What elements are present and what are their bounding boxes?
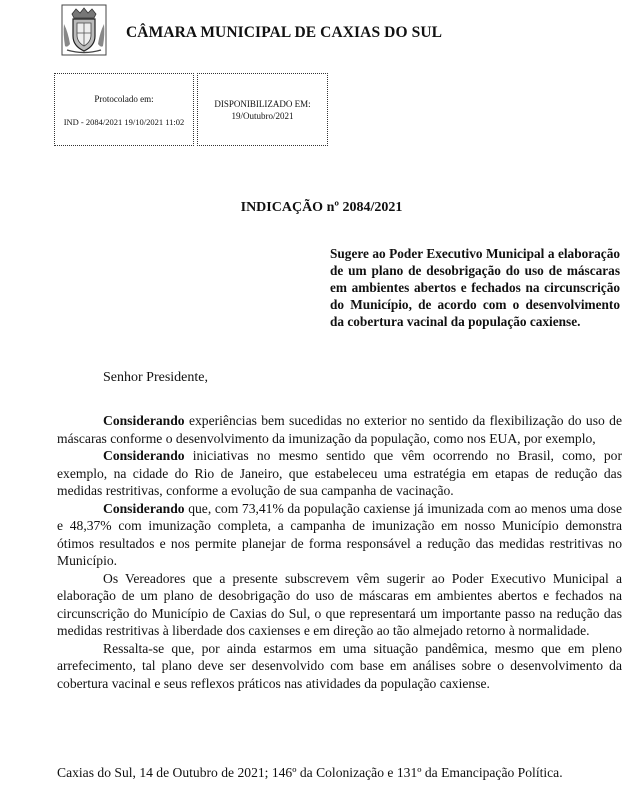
coat-of-arms-icon xyxy=(58,4,110,56)
body-paragraph xyxy=(57,500,622,570)
paragraph-lead: Considerando xyxy=(103,448,185,463)
closing-line: Caxias do Sul, 14 de Outubro de 2021; 146º da Colonização e 131º da Emancipação Política. xyxy=(57,765,563,780)
organization-name: CÂMARA MUNICIPAL DE CAXIAS DO SUL xyxy=(126,24,443,41)
availability-value: 19/Outubro/2021 xyxy=(231,111,294,121)
document-summary: Sugere ao Poder Executivo Municipal a elaboração de um plano de desobrigação do uso de máscaras em ambientes abertos e fechados na circunscrição do Município, de acordo com o desenvolvimento da cobertura vacinal da população caxiense. xyxy=(330,246,620,329)
availability-stamp xyxy=(197,73,328,146)
body-paragraph xyxy=(57,412,622,447)
salutation: Senhor Presidente, xyxy=(103,370,208,385)
paragraph-text: iniciativas no mesmo sentido que vêm ocorrendo no Brasil, como, por exemplo, na cidade do Rio de Janeiro, que estabeleceu uma estratégia em etapas de redução das medidas restritivas, conforme a evolução de sua campanha de vacinação. xyxy=(57,448,622,498)
availability-label: DISPONIBILIZADO EM: xyxy=(214,99,311,109)
document-title: INDICAÇÃO nº 2084/2021 xyxy=(240,200,403,215)
body-paragraph xyxy=(57,447,622,500)
paragraph-text: Os Vereadores que a presente subscrevem vêm sugerir ao Poder Executivo Municipal a elaboração de um plano de desobrigação do uso de máscaras em ambientes abertos e fechados na circunscrição do Município de Caxias do Sul, o que representará um importante passo na redução das medidas restritivas à liberdade dos caxienses e em direção ao tão almejado retorno à normalidade. xyxy=(57,570,622,638)
protocol-value: IND - 2084/2021 19/10/2021 11:02 xyxy=(63,117,185,127)
paragraph-lead: Considerando xyxy=(103,500,185,516)
body-paragraph xyxy=(57,640,622,693)
paragraph-lead: Considerando xyxy=(103,413,185,428)
body-paragraph xyxy=(57,570,622,640)
document-body xyxy=(57,412,622,692)
paragraph-text: Ressalta-se que, por ainda estarmos em uma situação pandêmica, mesmo que em pleno arrefecimento, tal plano deve ser desenvolvido com base em análises sobre o desenvolvimento da cobertura vacinal e seus reflexos práticos nas atividades da população caxiense. xyxy=(57,640,622,691)
protocol-label: Protocolado em: xyxy=(94,94,154,104)
document-header xyxy=(58,4,618,56)
paragraph-text: que, com 73,41% da população caxiense já imunizada com ao menos uma dose e 48,37% com imunização completa, a campanha de imunização em nosso Município demonstra ótimos resultados e nos permite planejar de forma responsável a redução das medidas restritivas no Município. xyxy=(57,500,622,568)
paragraph-text: experiências bem sucedidas no exterior no sentido da flexibilização do uso de máscaras conforme o desenvolvimento da imunização da população, como nos EUA, por exemplo, xyxy=(57,413,622,446)
protocol-stamp xyxy=(54,73,194,146)
